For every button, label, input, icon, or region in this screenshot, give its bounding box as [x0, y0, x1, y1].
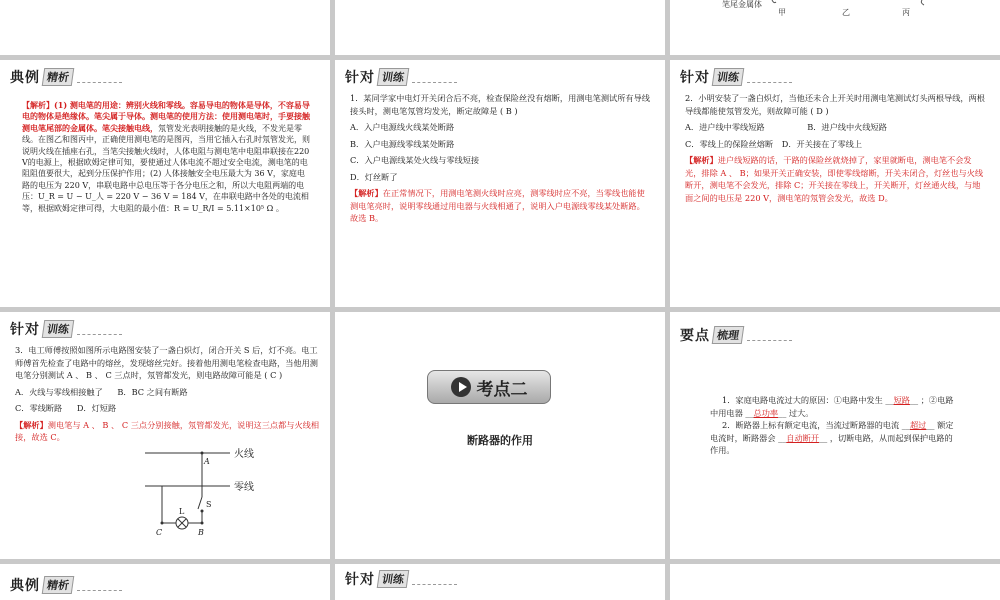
label-jia: 甲 [778, 8, 786, 17]
slide-example-analysis [0, 60, 330, 307]
analysis-tag: 【解析】 [22, 100, 54, 110]
section-button[interactable] [427, 370, 551, 404]
header-badge: 梳理 [712, 326, 745, 344]
slide-bottom-left [0, 564, 330, 600]
analysis-block [15, 419, 320, 444]
question-text: 1．某同学家中电灯开关闭合后不亮，检查保险丝没有熔断，用测电笔测试所有导线接头时，测电笔氖管均发光，断定故障是 ( B ) [350, 93, 650, 116]
point-1: 1．家庭电路电流过大的原因：①电路中发生 __短路__ ；②电路中用电器 __总功率__ 过大。 [710, 395, 954, 418]
slide-key-points [670, 312, 1000, 559]
answer-short-circuit: 短路 [893, 395, 910, 405]
point-2: 2．断路器上标有额定电流，当流过断路器的电流 __超过__ 额定电流时，断路器会 __自动断开__ ，切断电路，从而起到保护电路的作用。 [710, 420, 954, 455]
point-c-label: C [156, 528, 163, 537]
header-badge: 训练 [377, 68, 410, 86]
question-text: 3．电工师傅按照如图所示电路图安装了一盏白炽灯，闭合开关 S 后，灯不亮。电工师傅首先检查了电路中的熔丝，发现熔丝完好。接着他用测电笔检查电路，当他用测电笔分别测试 A 、 B 、 C 三点时，氖管都发光，则电路故障可能是 ( C ) [15, 345, 318, 380]
header-divider [747, 82, 792, 83]
header-badge: 训练 [712, 68, 745, 86]
question-block [350, 92, 650, 225]
slide-top-left [0, 0, 330, 55]
option-b: B．进户线中火线短路 [807, 122, 887, 132]
slide-practice-2 [670, 60, 1000, 307]
header-badge: 训练 [377, 570, 410, 588]
option-a: A．火线与零线相接触了 [15, 386, 103, 397]
pen-fragment-drawing [670, 0, 1000, 20]
circuit-diagram [140, 447, 330, 547]
header-badge: 精析 [42, 68, 75, 86]
play-icon [451, 377, 471, 397]
options-row-1 [685, 121, 985, 134]
slide-header [10, 318, 122, 340]
slide-practice-1 [335, 60, 665, 307]
slide-header [345, 66, 457, 88]
slide-top-right [670, 0, 1000, 55]
option-d: D．开关接在了零线上 [781, 138, 863, 149]
slide-bottom-middle [335, 564, 665, 600]
option-b: B．BC 之间有断路 [117, 386, 188, 397]
section-subtitle: 断路器的作用 [467, 434, 533, 447]
answer-exceed: 超过 [909, 420, 927, 430]
header-title: 典例 [10, 70, 40, 86]
slide-bottom-right [670, 564, 1000, 600]
header-title: 针对 [345, 572, 375, 588]
answer-auto-break: 自动断开 [786, 432, 820, 443]
option-b: B．入户电源线零线某处断路 [350, 138, 455, 149]
header-title: 针对 [10, 322, 40, 338]
header-title: 针对 [680, 70, 710, 86]
header-title: 针对 [345, 70, 375, 86]
analysis-text [22, 100, 312, 214]
label-yi: 乙 [842, 8, 850, 17]
point-c-dot [161, 522, 164, 525]
option-c: C．入户电源线某处火线与零线短接 [350, 155, 480, 165]
point-a-dot [201, 452, 204, 455]
header-title: 要点 [680, 328, 710, 344]
live-label: 火线 [234, 449, 254, 460]
point-b-label: B [198, 528, 204, 537]
question-text: 2．小明安装了一盏白炽灯，当他还未合上开关时用测电笔测试灯头两根导线，两根导线都能使氖管发光，则故障可能 ( D ) [685, 93, 985, 116]
options-row-1 [15, 386, 320, 399]
header-badge: 训练 [42, 320, 75, 338]
option-d: D．灯短路 [76, 403, 117, 413]
analysis-text: 测电笔与 A 、 B 、 C 三点分别接触，氖管都发光，说明这三点都与火线相接，故选 C。 [15, 419, 320, 442]
option-a: A．进户线中零线短路 [685, 122, 765, 132]
switch-blade [198, 497, 202, 509]
analysis-tag: 【解析】 [350, 188, 383, 198]
section-button-label: 考点二 [476, 379, 528, 400]
switch-label: S [206, 500, 212, 509]
analysis-block [350, 187, 650, 225]
option-c: C．零线上的保险丝熔断 [685, 138, 774, 149]
option-a: A．入户电源线火线某处断路 [350, 122, 455, 132]
option-d: D．灯丝断了 [350, 171, 398, 182]
slide-header [10, 66, 122, 88]
analysis-block [685, 154, 985, 204]
analysis-text: 进户线短路的话，干路的保险丝就烧掉了，家里就断电，测电笔不会发光，排除 A 、 B；如果开关正确安装，即使零线熔断，开关未闭合，灯丝也与火线断开，测电笔不会发光，排除 C；开关接在零线上，开关断开，灯丝通火线，与地面之间的电压是 220 V，测电笔的氖管会发光，故选 D。 [685, 155, 984, 203]
metal-label: 笔尾金属体 [722, 0, 762, 9]
header-divider [77, 590, 122, 591]
header-badge: 精析 [42, 576, 75, 594]
lamp-label: L [179, 507, 185, 516]
header-divider [412, 82, 457, 83]
question-block [15, 344, 320, 444]
point-b-dot [201, 522, 204, 525]
header-divider [412, 584, 457, 585]
label-bing: 丙 [902, 8, 910, 17]
analysis-red-text: (1) 测电笔的用途：辨别火线和零线。容易导电的物体是导体，不容易导电的物体是绝缘体。笔尖属于导体。测电笔的使用方法：使用测电笔时，手要接触测电笔尾部的金属体。笔尖接触电线， [22, 100, 310, 133]
analysis-tag: 【解析】 [15, 419, 48, 430]
neutral-label: 零线 [234, 482, 254, 493]
answer-total-power: 总功率 [753, 407, 779, 418]
header-divider [77, 334, 122, 335]
options-row-2 [685, 138, 985, 151]
question-block [685, 92, 985, 204]
analysis-black-text: 氖管发光表明接触的是火线，不发光是零线。在图乙和图丙中，正确使用测电笔的是图丙，当用它插入右孔时氖管发光，则说明火线在插座右孔，当笔尖接触火线时，人体电阻与测电笔中电阻串联接在220 V的电源上，根据欧姆定律可知，要使通过人体电流不超过安全电流，测电笔的电阻阻值要很大，起到分压保护作用；(2) 人体接触安全电压最大为 36 V，家庭电路的电压为 220 V，串联电路中总电压等于各分电压之和，所以大电阻两端的电压：U_R = U − U_人 = 220 V − 36 V = 184 V，在串联电路中各处的电流相等，根据欧姆定律可得，大电阻的最小值：R = U_R/I = 5.11×10⁵ Ω 。 [22, 123, 310, 213]
header-divider [77, 82, 122, 83]
slide-header [680, 324, 792, 346]
slide-header [680, 66, 792, 88]
slide-practice-3 [0, 312, 330, 559]
slide-header [10, 574, 122, 596]
header-divider [747, 340, 792, 341]
key-points-text [710, 394, 955, 457]
header-title: 典例 [10, 578, 40, 594]
slide-section-title [335, 312, 665, 559]
option-c: C．零线断路 [15, 403, 63, 413]
slide-top-middle [335, 0, 665, 55]
analysis-text: 在正常情况下，用测电笔测火线时应亮，测零线时应不亮，当零线也能使测电笔亮时，说明零线通过用电器与火线相通了，说明入户电源线零线某处断路。故选 B。 [350, 188, 645, 223]
analysis-tag: 【解析】 [685, 155, 718, 165]
options-row-2 [15, 402, 320, 415]
point-a-label: A [204, 457, 210, 466]
slide-header [345, 568, 457, 590]
